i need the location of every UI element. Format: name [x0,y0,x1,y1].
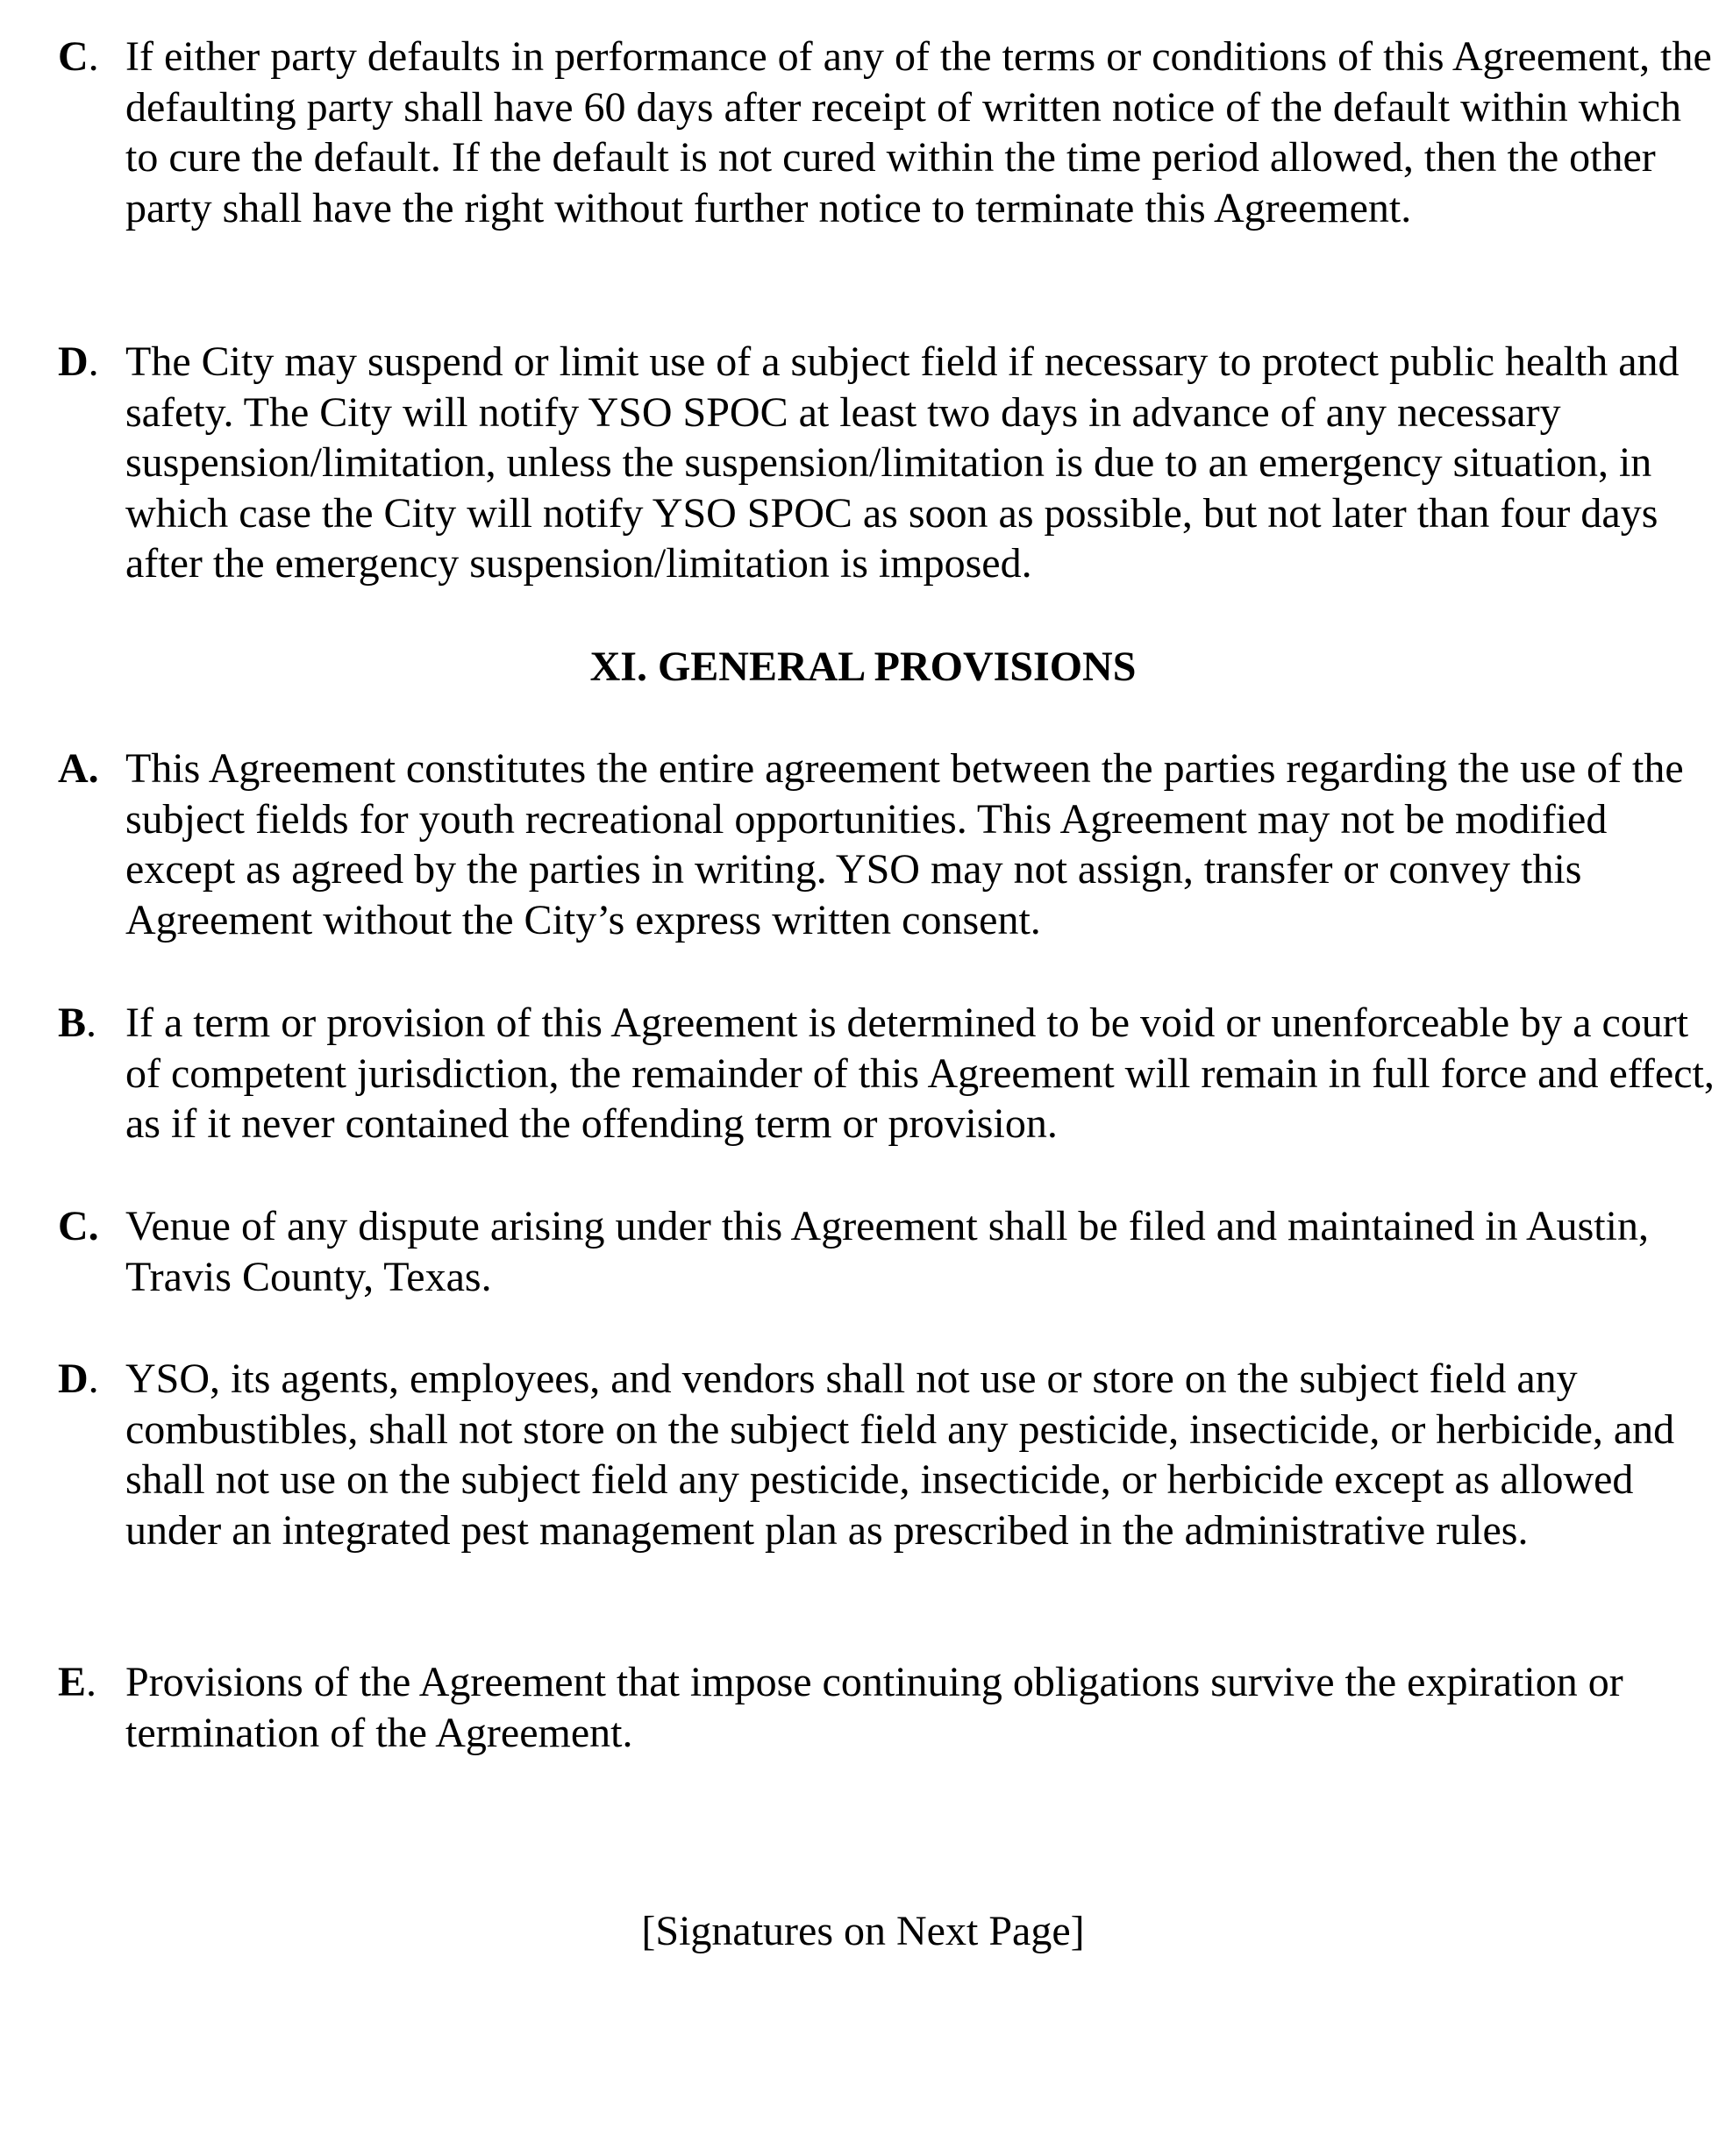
clause-label: D. [58,1356,99,1402]
clause-x-d [58,337,1715,589]
clause-xi-b [58,998,1715,1149]
clause-text: This Agreement constitutes the entire agreement between the parties regarding the use of the subject fields for youth recreational opportunities. This Agreement may not be modified except as agreed by the parties in writing. YSO may not assign, transfer or convey this Agreement without the City’s express written consent. [125,745,1684,943]
clause-xi-a [58,744,1715,945]
section-heading: XI. GENERAL PROVISIONS [589,644,1137,690]
clause-text: The City may suspend or limit use of a subject field if necessary to protect public health and safety. The City will notify YSO SPOC at least two days in advance of any necessary suspension/limitation, unless the suspension/limitation is due to an emergency situation, in which case the City will notify YSO SPOC as soon as possible, but not later than four days after the emergency suspension/limitation is imposed. [125,338,1680,587]
clause-text: YSO, its agents, employees, and vendors shall not use or store on the subject field any combustibles, shall not store on the subject field any pesticide, insecticide, or herbicide, and shall not use on the subject field any pesticide, insecticide, or herbicide except as allowed under an integrated pest management plan as prescribed in the administrative rules. [125,1356,1675,1554]
signatures-note: [Signatures on Next Page] [641,1908,1085,1954]
clause-xi-d [58,1354,1715,1555]
clause-xi-c [58,1201,1715,1302]
clause-text: Venue of any dispute arising under this Agreement shall be filed and maintained in Austin, Travis County, Texas. [125,1203,1649,1300]
clause-text: Provisions of the Agreement that impose continuing obligations survive the expiration or termination of the Agreement. [125,1659,1623,1756]
clause-text: If either party defaults in performance of any of the terms or conditions of this Agreement, the defaulting party shall have 60 days after receipt of written notice of the default within which to cure the default. If the default is not cured within the time period allowed, then the other party shall have the right without further notice to terminate this Agreement. [125,33,1712,231]
clause-label: A. [58,745,99,792]
clause-label: E. [58,1659,97,1705]
clause-text: If a term or provision of this Agreement is determined to be void or unenforceable by a court of competent jurisdiction, the remainder of this Agreement will remain in full force and effect, as if it never contained the offending term or provision. [125,1000,1715,1148]
clause-label: C. [58,1203,99,1249]
clause-xi-e [58,1657,1715,1758]
clause-x-c [58,32,1715,233]
clause-label: D. [58,338,99,385]
clause-label: C. [58,33,99,80]
clause-label: B. [58,1000,97,1046]
